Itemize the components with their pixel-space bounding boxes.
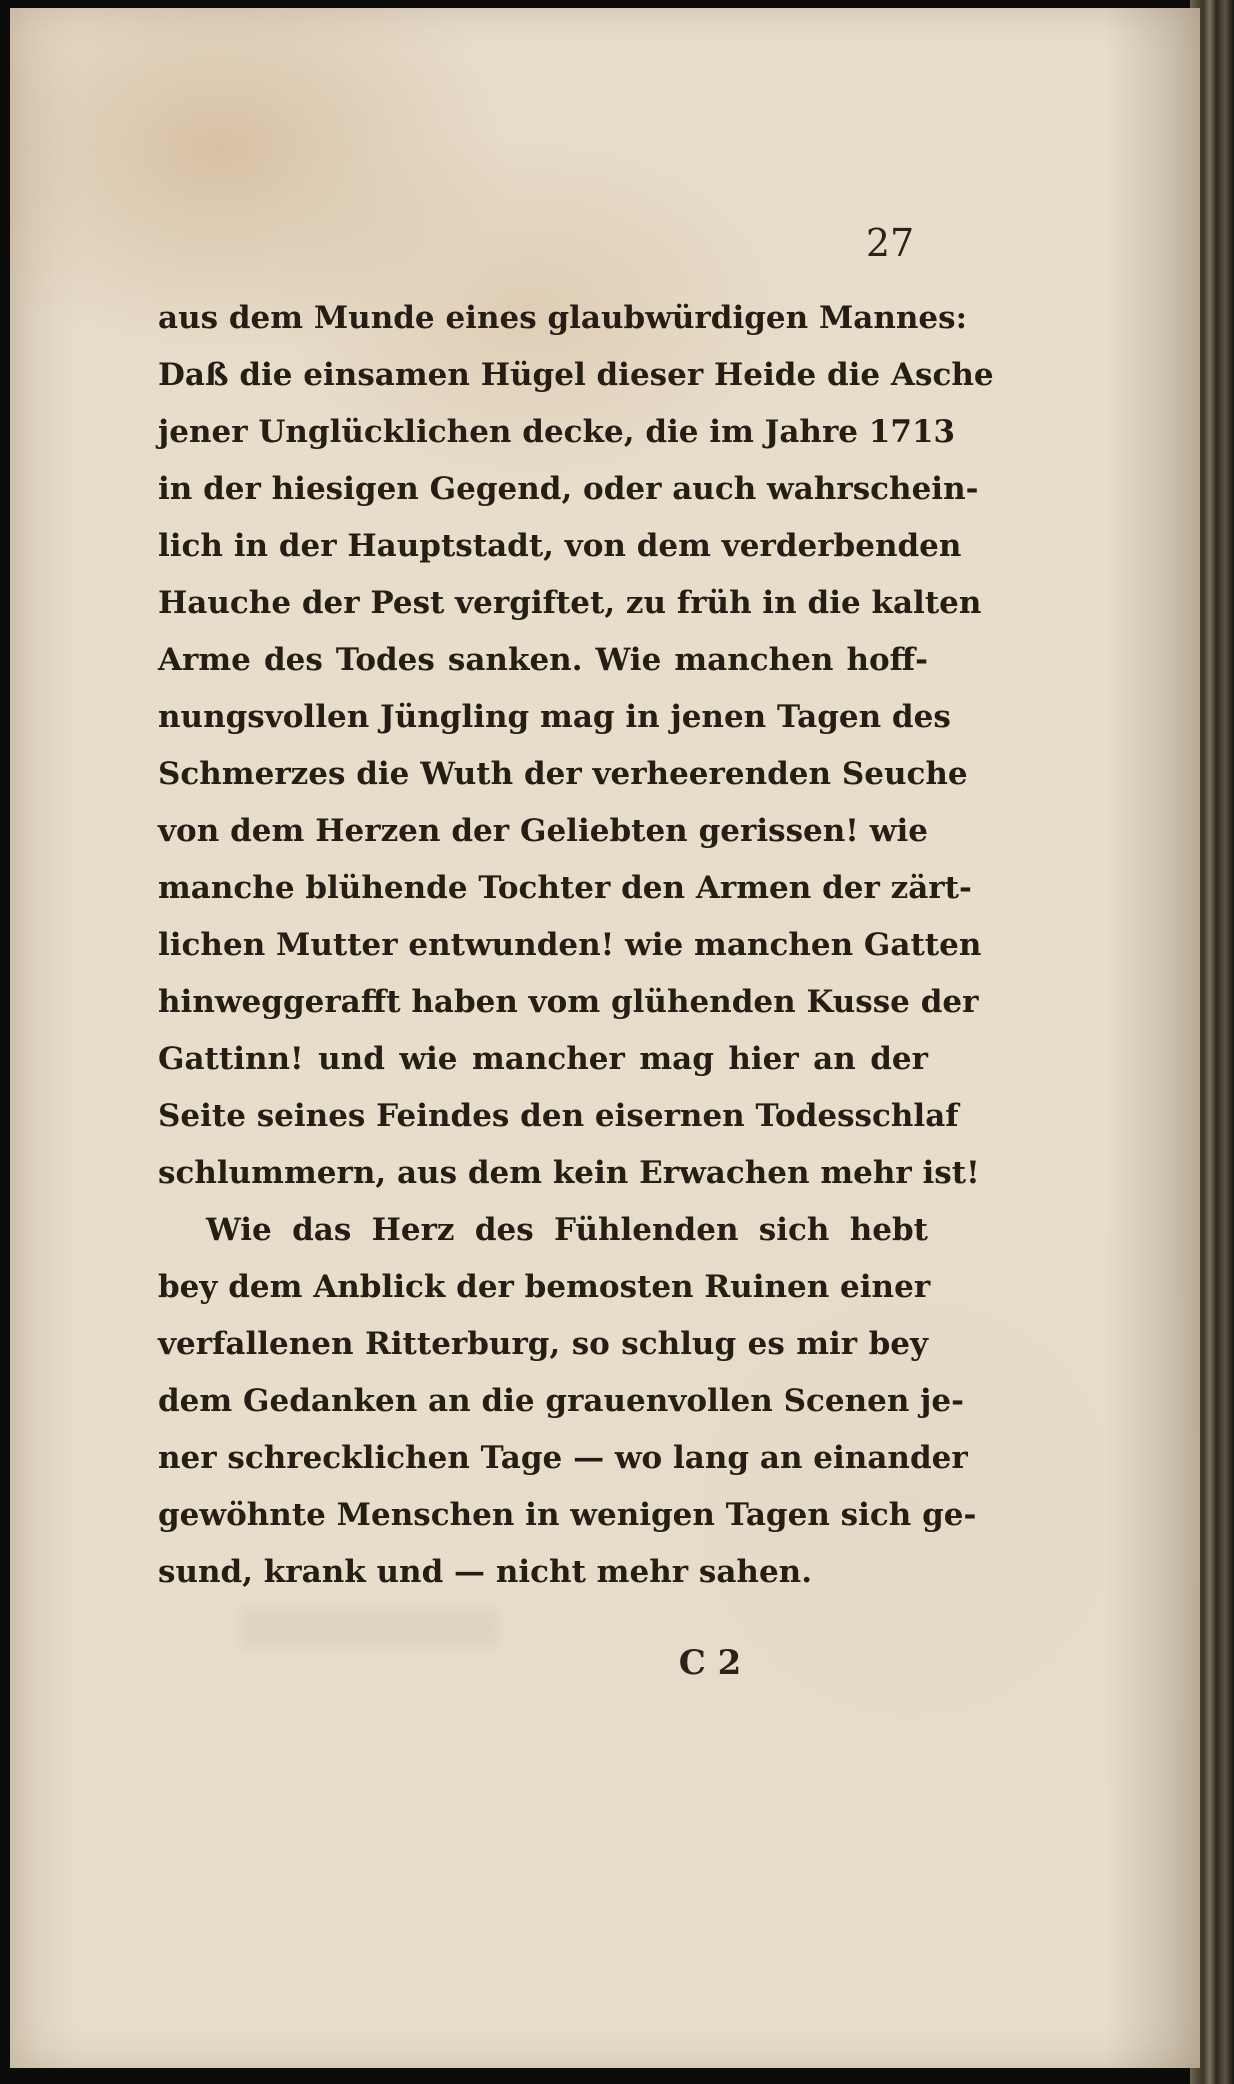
text-line: gewöhnte Menschen in wenigen Tagen sich ge- (158, 1497, 977, 1533)
paper-sheet (10, 8, 1200, 2068)
text-line: hinweggerafft haben vom glühenden Kusse der (158, 984, 979, 1020)
text-line: bey dem Anblick der bemosten Ruinen einer (158, 1269, 931, 1305)
text-line: lich in der Hauptstadt, von dem verderbenden (158, 528, 962, 564)
text-line: Wie das Herz des Fühlenden sich hebt (206, 1212, 928, 1248)
text-line: Gattinn! und wie mancher mag hier an der (158, 1041, 928, 1077)
text-line: Schmerzes die Wuth der verheerenden Seuche (158, 756, 968, 792)
show-through-smudge (240, 1608, 500, 1648)
text-line: Seite seines Feindes den eisernen Todesschlaf (158, 1098, 959, 1134)
text-line: manche blühende Tochter den Armen der zärt- (158, 870, 972, 906)
text-line: nungsvollen Jüngling mag in jenen Tagen des (158, 699, 951, 735)
text-line: Daß die einsamen Hügel dieser Heide die Asche (158, 357, 994, 393)
signature-mark: C 2 (678, 1643, 742, 1683)
text-line: lichen Mutter entwunden! wie manchen Gatten (158, 927, 982, 963)
text-line: dem Gedanken an die grauenvollen Scenen je- (158, 1383, 964, 1419)
page-number: 27 (865, 221, 915, 265)
text-line: Arme des Todes sanken. Wie manchen hoff- (158, 642, 928, 678)
paragraph-2 (158, 1202, 977, 1601)
text-line: jener Unglücklichen decke, die im Jahre 1713 (158, 414, 956, 450)
text-line: schlummern, aus dem kein Erwachen mehr ist! (158, 1155, 980, 1191)
text-line: von dem Herzen der Geliebten gerissen! wie (158, 813, 928, 849)
text-line: Hauche der Pest vergiftet, zu früh in die kalten (158, 585, 982, 621)
paragraph-1 (158, 290, 994, 1202)
text-line: ner schrecklichen Tage — wo lang an einander (158, 1440, 968, 1476)
text-line: in der hiesigen Gegend, oder auch wahrschein- (158, 471, 979, 507)
body-text (158, 290, 994, 1601)
text-line: verfallenen Ritterburg, so schlug es mir bey (158, 1326, 928, 1362)
text-line: aus dem Munde eines glaubwürdigen Mannes: (158, 300, 968, 336)
text-line: sund, krank und — nicht mehr sahen. (158, 1554, 812, 1590)
